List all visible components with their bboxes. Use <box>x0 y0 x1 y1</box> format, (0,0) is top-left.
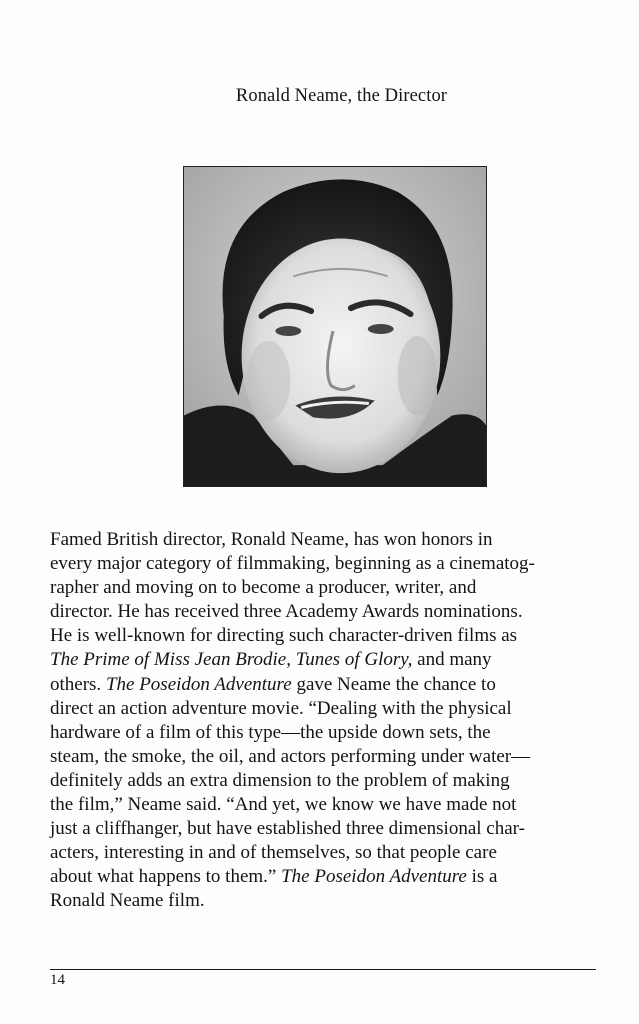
body-text-segment: acters, interesting in and of themselves, so that people care <box>50 842 497 864</box>
text-line <box>50 576 610 600</box>
text-line <box>50 648 610 672</box>
text-line <box>50 600 610 624</box>
body-text-segment: director. He has received three Academy Awards nominations. <box>50 601 523 623</box>
text-line <box>50 528 610 552</box>
text-line <box>50 841 610 865</box>
text-line <box>50 793 610 817</box>
body-text-segment: steam, the smoke, the oil, and actors performing under water— <box>50 745 531 767</box>
footer-rule <box>50 969 596 970</box>
body-text-segment: about what happens to them.” <box>50 866 282 888</box>
body-text-segment: Ronald Neame film. <box>50 890 205 912</box>
body-text-segment: the film,” Neame said. “And yet, we know we have made not <box>50 794 517 816</box>
body-text-segment: direct an action adventure movie. “Dealing with the physical <box>50 697 512 719</box>
film-title-text: The Prime of Miss Jean Brodie, Tunes of Glory, <box>50 649 413 671</box>
body-text-segment: and many <box>412 649 492 671</box>
body-text-segment: rapher and moving on to become a producer, writer, and <box>50 577 477 599</box>
page-number: 14 <box>50 972 65 988</box>
body-text-segment: definitely adds an extra dimension to the problem of making <box>50 769 510 791</box>
text-line <box>50 889 610 913</box>
film-title-text: The Poseidon Adventure <box>105 673 292 695</box>
text-line <box>50 624 610 648</box>
body-text-segment: He is well-known for directing such character-driven films as <box>50 625 518 647</box>
body-text-segment: just a cliffhanger, but have established three dimensional char- <box>50 818 525 840</box>
text-line <box>50 817 610 841</box>
text-line <box>50 865 610 889</box>
body-text-segment: others. <box>50 673 106 695</box>
text-line <box>50 721 610 745</box>
body-text-segment: is a <box>466 866 498 888</box>
page-title: Ronald Neame, the Director <box>235 86 448 106</box>
text-line <box>50 745 610 769</box>
text-line <box>50 673 610 697</box>
text-line <box>50 552 610 576</box>
text-line <box>50 769 610 793</box>
article-body <box>50 528 610 914</box>
director-photo <box>183 166 487 487</box>
portrait-image <box>184 167 486 486</box>
text-line <box>50 697 610 721</box>
body-text-segment: every major category of filmmaking, beginning as a cinematog- <box>50 553 535 575</box>
body-text-segment: Famed British director, Ronald Neame, has won honors in <box>50 529 493 550</box>
film-title-text: The Poseidon Adventure <box>281 866 467 888</box>
body-text-segment: hardware of a film of this type—the upside down sets, the <box>50 721 491 743</box>
body-text-segment: gave Neame the chance to <box>291 673 496 695</box>
